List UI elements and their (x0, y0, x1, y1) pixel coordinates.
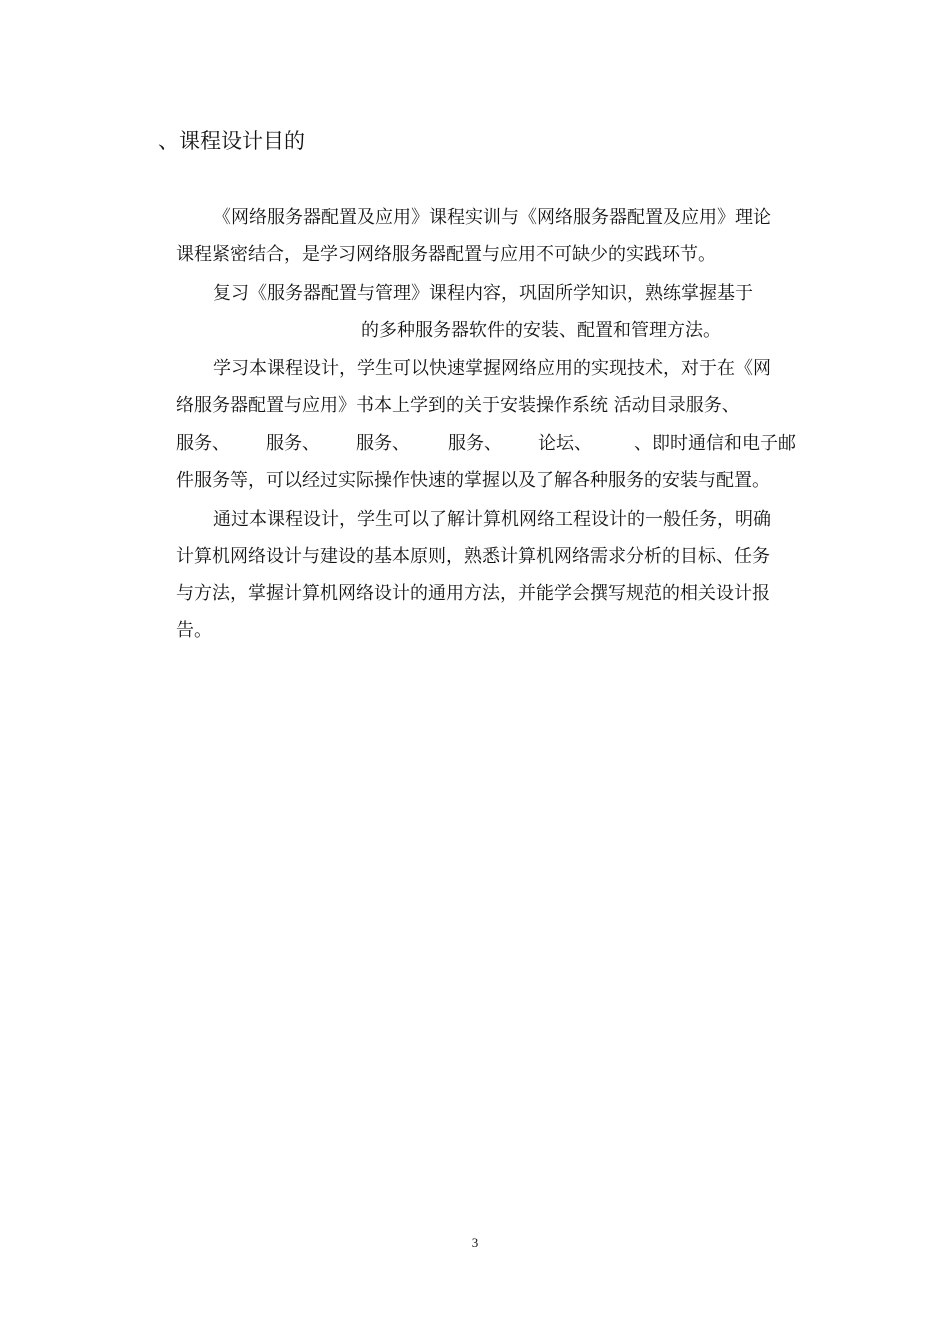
paragraph-line: 通过本课程设计，学生可以了解计算机网络工程设计的一般任务，明确 (213, 509, 771, 530)
paragraph-line: 学习本课程设计，学生可以快速掌握网络应用的实现技术，对于在《网 (213, 358, 771, 379)
paragraph-line: 计算机网络设计与建设的基本原则，熟悉计算机网络需求分析的目标、任务 (176, 546, 770, 567)
service-item: 服务、 (356, 433, 410, 454)
paragraph-line: 的多种服务器软件的安装、配置和管理方法。 (361, 320, 721, 341)
section-heading: 、课程设计目的 (158, 129, 305, 153)
paragraph-line: 复习《服务器配置与管理》课程内容，巩固所学知识，熟练掌握基于 (213, 283, 753, 304)
service-item: 服务、 (176, 433, 230, 454)
paragraph-line: 件服务等，可以经过实际操作快速的掌握以及了解各种服务的安装与配置。 (176, 470, 770, 491)
service-item: 服务、 (266, 433, 320, 454)
service-item: 论坛、 (538, 433, 592, 454)
paragraph-line: 络服务器配置与应用》书本上学到的关于安装操作系统 活动目录服务、 (176, 395, 740, 416)
service-item: 、即时通信和电子邮 (634, 433, 796, 454)
service-item: 服务、 (448, 433, 502, 454)
page-number: 3 (471, 1235, 479, 1250)
paragraph-line: 告。 (176, 620, 212, 641)
paragraph-line: 与方法，掌握计算机网络设计的通用方法，并能学会撰写规范的相关设计报 (176, 583, 770, 604)
paragraph-line: 课程紧密结合，是学习网络服务器配置与应用不可缺少的实践环节。 (176, 244, 716, 265)
paragraph-line: 《网络服务器配置及应用》课程实训与《网络服务器配置及应用》理论 (213, 207, 771, 228)
